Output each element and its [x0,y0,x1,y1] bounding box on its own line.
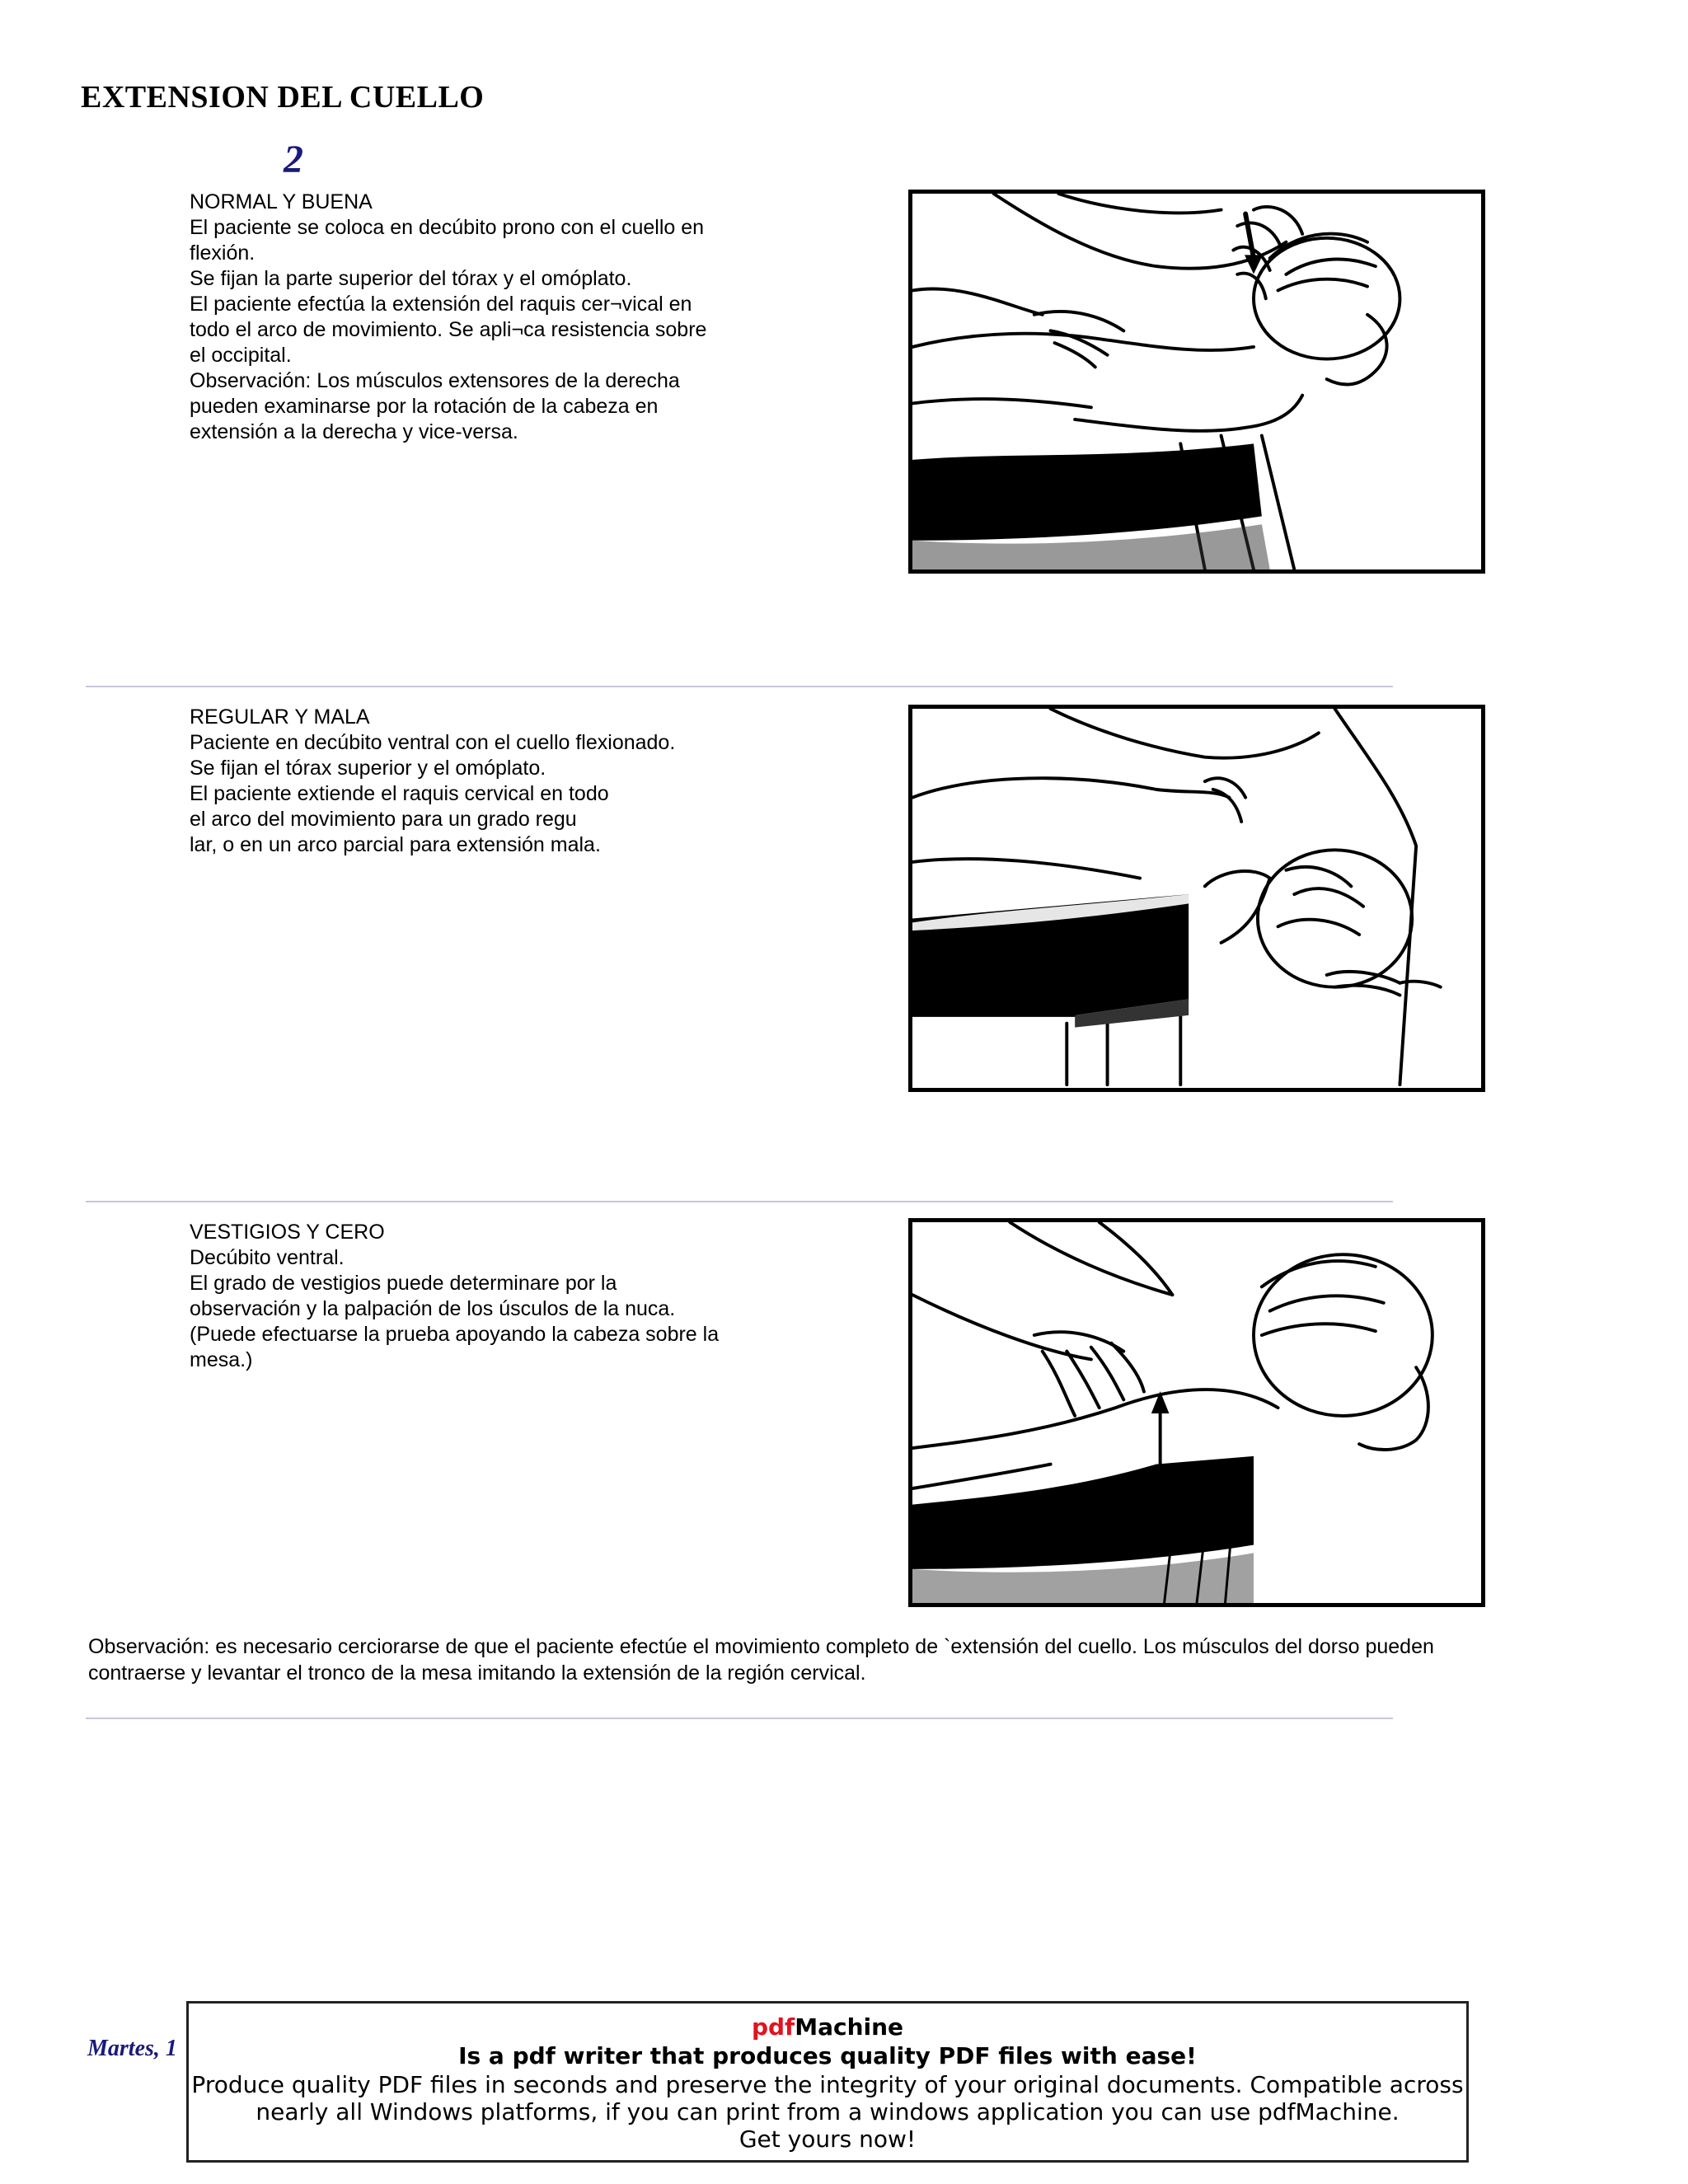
text-line: El grado de vestigios puede determinare por la [190,1272,617,1295]
illustration-prone-neck-extension-with-resistance [908,190,1485,574]
illustration-prone-neck-palpation [908,1218,1485,1607]
text-line: Se fijan el tórax superior y el omóplato. [190,757,546,780]
text-line: el occipital. [190,344,292,367]
ad-brand [189,2013,1466,2041]
text-line: extensión a la derecha y vice-versa. [190,420,518,443]
section-heading: REGULAR Y MALA [190,705,370,729]
section-normal-buena-text [190,190,767,445]
text-line: el arco del movimiento para un grado regu [190,808,577,831]
section-heading: VESTIGIOS Y CERO [190,1221,385,1244]
page-number: 2 [284,138,303,181]
text-line: pueden examinarse por la rotación de la cabeza en [190,395,659,418]
ad-body-line: Produce quality PDF files in seconds and preserve the integrity of your original documents. Compatible across [191,2071,1464,2098]
text-line: lar, o en un arco parcial para extensión mala. [190,833,601,856]
section-divider [86,1201,1393,1202]
illustration-drawing [912,709,1481,1088]
text-line: El paciente extiende el raquis cervical en todo [190,782,609,805]
section-regular-mala-text [190,705,767,858]
footer-date: Martes, 1 [87,2036,177,2061]
general-observation: Observación: es necesario cerciorarse de que el paciente efectúe el movimiento completo de `extensión del cuello. Los músculos del dorso pueden contraerse y levantar el tronco de la mesa imitando la extensión de la región cervical. [88,1635,1434,1685]
text-line: (Puede efectuarse la prueba apoyando la cabeza sobre la [190,1323,720,1346]
text-line: Se fijan la parte superior del tórax y el omóplato. [190,267,632,290]
section-divider [86,1718,1393,1719]
ad-brand-machine: Machine [795,2013,904,2041]
text-line: observación y la palpación de los úsculos de la nuca. [190,1297,676,1320]
ad-tagline: Is a pdf writer that produces quality PDF files with ease! [458,2042,1197,2069]
illustration-drawing [912,194,1481,569]
text-line: El paciente efectúa la extensión del raquis cer¬vical en [190,293,692,316]
pdfmachine-banner[interactable] [186,2001,1469,2163]
text-line: flexión. [190,241,256,265]
text-line: mesa.) [190,1348,253,1371]
illustration-prone-neck-extension-head-supported [908,705,1485,1092]
text-line: El paciente se coloca en decúbito prono con el cuello en [190,216,705,239]
text-line: Observación: Los músculos extensores de la derecha [190,369,680,392]
ad-brand-pdf: pdf [751,2013,795,2041]
page-title: EXTENSION DEL CUELLO [81,80,485,115]
ad-body-line: nearly all Windows platforms, if you can print from a windows application you can use pdfMachine. [256,2098,1400,2125]
illustration-drawing [912,1222,1481,1603]
section-vestigios-cero-text [190,1220,767,1373]
ad-call-to-action: Get yours now! [738,2125,917,2153]
text-line: Decúbito ventral. [190,1246,345,1269]
section-heading: NORMAL Y BUENA [190,190,373,213]
text-line: Paciente en decúbito ventral con el cuello flexionado. [190,731,676,754]
text-line: todo el arco de movimiento. Se apli¬ca resistencia sobre [190,318,707,341]
section-divider [86,686,1393,687]
